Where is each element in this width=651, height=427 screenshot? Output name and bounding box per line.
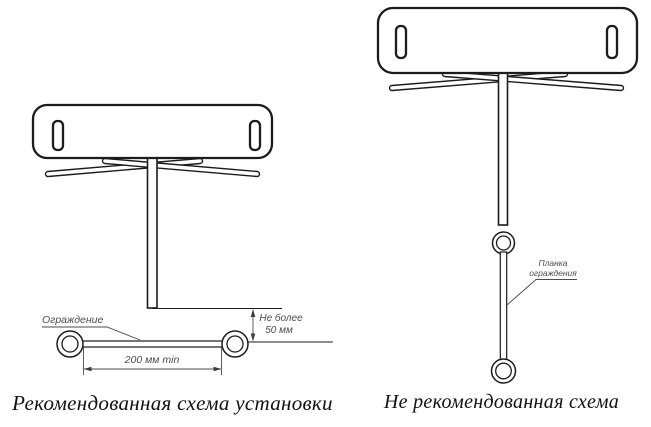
plank-bar (500, 252, 506, 360)
not-recommended-scheme (378, 8, 637, 383)
guard-bar (76, 341, 229, 347)
not-recommended-scheme-caption: Не рекомендованная схема (383, 391, 620, 413)
plank-ring-bottom (492, 359, 516, 383)
guard-leader-line (42, 327, 140, 340)
clearance-label-line2: 50 мм (265, 325, 293, 336)
recommended-scheme-caption: Рекомендованная схема установки (12, 391, 333, 415)
seat-slot-left (396, 26, 406, 58)
clearance-dimension (251, 309, 303, 342)
chair-seat (378, 8, 637, 73)
guard-label: Ограждение (42, 314, 104, 326)
recommended-scheme (33, 105, 333, 375)
plank-ring-top (493, 232, 515, 254)
seat-slot-right (607, 26, 617, 58)
seat-slot-right (250, 121, 260, 150)
plank-label-line1: Планка (538, 258, 568, 268)
chair-pole (499, 62, 508, 225)
span-label: 200 мм min (124, 354, 180, 366)
chair-pole (148, 150, 158, 308)
plank-leader-line (507, 280, 577, 306)
chair-seat (33, 105, 272, 158)
plank-label-line2: ограждения (529, 268, 577, 278)
seat-slot-left (53, 121, 63, 150)
guard-ring-right (222, 331, 248, 357)
guard-ring-left (57, 331, 83, 357)
span-dimension (84, 347, 222, 375)
clearance-label-line1: Не более (259, 313, 303, 324)
